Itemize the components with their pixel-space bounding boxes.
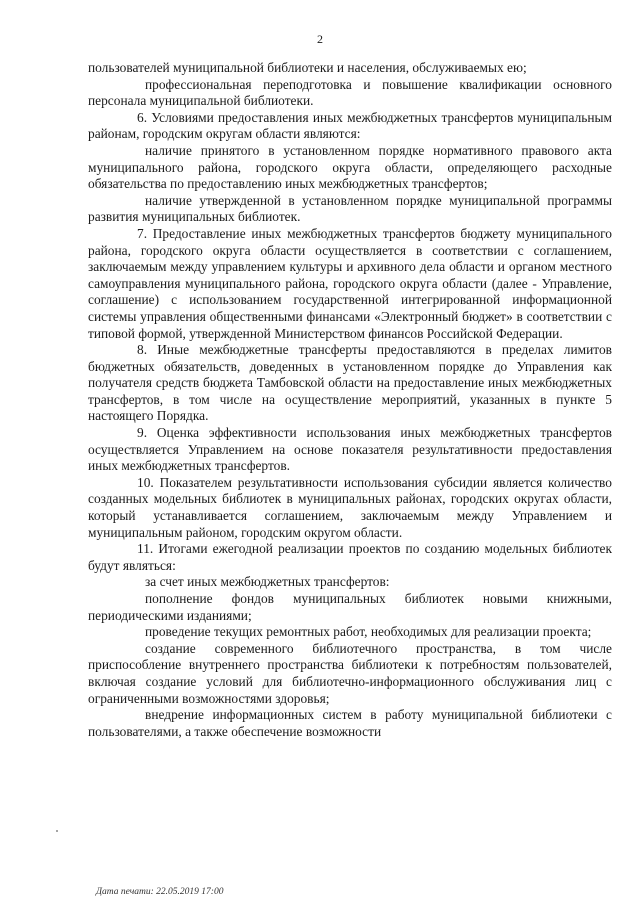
paragraph: 8. Иные межбюджетные трансферты предоставляются в пределах лимитов бюджетных обязательств, доведенных в установленном порядке до Управления как получателя средств бюджета Тамбовской области на предоставление иных межбюджетных трансфертов, в том числе на осуществление мероприятий, указанных в пункте 5 настоящего Порядка. <box>88 342 612 424</box>
paragraph: проведение текущих ремонтных работ, необходимых для реализации проекта; <box>145 624 592 640</box>
paragraph: наличие утвержденной в установленном порядке муниципальной программы развития муниципальных библиотек. <box>88 192 612 225</box>
paragraph: 10. Показателем результативности использования субсидии является количество созданных модельных библиотек в муниципальных районах, городских округах области, который устанавливается соглашением, заключаемым между Управлением и муниципальным районом, городским округом области. <box>88 474 612 540</box>
paragraph: пополнение фондов муниципальных библиотек новыми книжными, периодическими изданиями; <box>88 591 612 623</box>
paragraph: 6. Условиями предоставления иных межбюджетных трансфертов муниципальным районам, городским округам области являются: <box>88 109 612 142</box>
paragraph: пользователей муниципальной библиотеки и населения, обслуживаемых ею; <box>88 60 527 75</box>
paragraph: создание современного библиотечного пространства, в том числе приспособление внутреннего пространства библиотеки к потребностям пользователей, включая создание условий для библиотечно-информационного обслуживания лиц с ограниченными возможностями здоровья; <box>88 640 612 706</box>
document-body <box>88 60 612 740</box>
paragraph: профессиональная переподготовка и повышение квалификации основного персонала муниципальной библиотеки. <box>88 76 612 109</box>
paragraph: за счет иных межбюджетных трансфертов: <box>145 574 390 590</box>
paragraph: 7. Предоставление иных межбюджетных трансфертов бюджету муниципального района, городского округа области осуществляется в соответствии с соглашением, заключаемым между управлением культуры и архивного дела области и органом местного самоуправления муниципального района, городского округа области (далее - Управление, соглашение) с использованием государственной интегрированной информационной системы управления общественными финансами «Электронный бюджет» в соответствии с типовой формой, утвержденной Министерством финансов Российской Федерации. <box>88 225 612 341</box>
paragraph: 9. Оценка эффективности использования иных межбюджетных трансфертов осуществляется Управлением на основе показателя результативности предоставления иных межбюджетных трансфертов. <box>88 425 612 474</box>
paragraph: наличие принятого в установленном порядке нормативного правового акта муниципального района, городского округа области, определяющего расходные обязательства по предоставлению иных межбюджетных трансфертов; <box>88 142 612 192</box>
paragraph: внедрение информационных систем в работу муниципальной библиотеки с пользователями, а также обеспечение возможности <box>88 707 612 739</box>
paragraph: 11. Итогами ежегодной реализации проектов по созданию модельных библиотек будут являться: <box>88 541 612 573</box>
page-number: 2 <box>317 32 323 46</box>
scan-speck <box>56 830 58 832</box>
print-date-footer: Дата печати: 22.05.2019 17:00 <box>96 887 224 897</box>
